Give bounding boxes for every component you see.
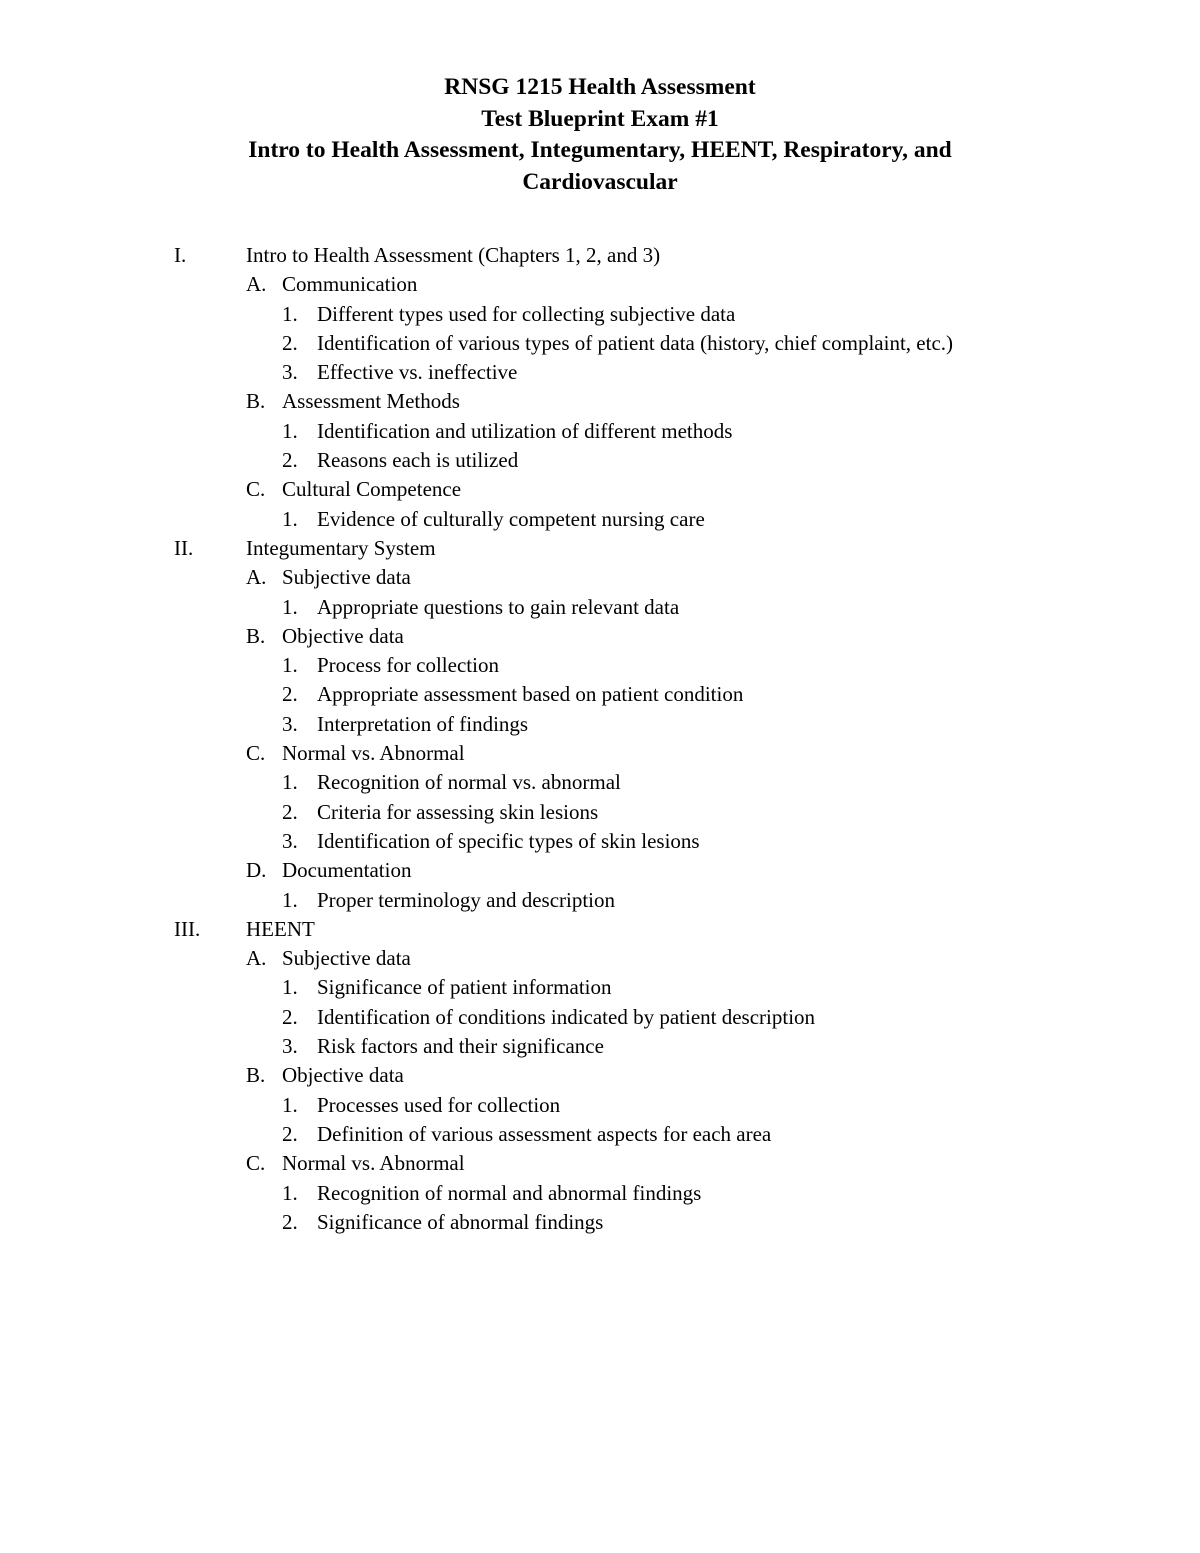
outline-item-level-3 <box>0 710 1200 739</box>
outline-text: Effective vs. ineffective <box>317 360 518 385</box>
outline-item-level-1 <box>0 534 1200 563</box>
outline-text: Appropriate assessment based on patient condition <box>317 682 744 707</box>
outline-text: Different types used for collecting subjective data <box>317 301 736 326</box>
outline-text: HEENT <box>246 916 315 941</box>
outline-text: Identification of specific types of skin lesions <box>317 828 700 853</box>
topics-title-line-2: Cardiovascular <box>522 168 678 195</box>
outline-marker: 3. <box>282 711 298 736</box>
outline-item-level-2 <box>0 387 1200 416</box>
outline-item-level-3 <box>0 329 1200 358</box>
outline-text: Documentation <box>282 858 412 883</box>
outline-item-level-3 <box>0 446 1200 475</box>
outline-item-level-3 <box>0 1208 1200 1237</box>
outline-marker: 1. <box>282 887 298 912</box>
outline-item-level-2 <box>0 475 1200 504</box>
outline-text: Reasons each is utilized <box>317 448 519 473</box>
outline-marker: 1. <box>282 506 298 531</box>
outline-text: Objective data <box>282 623 404 648</box>
outline-marker: 2. <box>282 1209 298 1234</box>
outline-item-level-3 <box>0 593 1200 622</box>
outline-marker: B. <box>246 389 266 414</box>
outline-marker: 1. <box>282 301 298 326</box>
outline-marker: D. <box>246 858 267 883</box>
outline-item-level-3 <box>0 886 1200 915</box>
outline-text: Significance of abnormal findings <box>317 1209 604 1234</box>
outline-marker: 1. <box>282 975 298 1000</box>
outline-item-level-3 <box>0 798 1200 827</box>
outline-marker: 1. <box>282 418 298 443</box>
outline-item-level-3 <box>0 1032 1200 1061</box>
outline-item-level-3 <box>0 358 1200 387</box>
outline-marker: C. <box>246 741 266 766</box>
outline-text: Interpretation of findings <box>317 711 529 736</box>
outline-marker: 1. <box>282 653 298 678</box>
outline-text: Subjective data <box>282 565 411 590</box>
outline-item-level-2 <box>0 270 1200 299</box>
outline-item-level-3 <box>0 827 1200 856</box>
outline-marker: 1. <box>282 1092 298 1117</box>
outline-marker: 1. <box>282 594 298 619</box>
outline-marker: 2. <box>282 799 298 824</box>
outline-text: Assessment Methods <box>282 389 460 414</box>
outline-marker: B. <box>246 1063 266 1088</box>
outline-text: Identification of conditions indicated by patient description <box>317 1004 816 1029</box>
outline-text: Appropriate questions to gain relevant data <box>317 594 680 619</box>
outline-marker: 2. <box>282 330 298 355</box>
outline-item-level-1 <box>0 915 1200 944</box>
outline-marker: II. <box>174 535 194 560</box>
outline-marker: A. <box>246 946 267 971</box>
topics-title-line-1: Intro to Health Assessment, Integumentary, HEENT, Respiratory, and <box>248 137 952 163</box>
outline-text: Intro to Health Assessment (Chapters 1, 2, and 3) <box>246 243 661 267</box>
outline-marker: III. <box>174 916 201 941</box>
outline-marker: 3. <box>282 360 298 385</box>
outline-text: Criteria for assessing skin lesions <box>317 799 599 824</box>
outline-marker: A. <box>246 565 267 590</box>
outline-text: Recognition of normal and abnormal findings <box>317 1180 702 1205</box>
outline-item-level-3 <box>0 300 1200 329</box>
outline-text: Identification and utilization of different methods <box>317 418 733 443</box>
outline-item-level-2 <box>0 1061 1200 1090</box>
outline-text: Proper terminology and description <box>317 887 616 912</box>
outline-text: Significance of patient information <box>317 975 612 1000</box>
outline-text: Subjective data <box>282 946 411 971</box>
outline-item-level-3 <box>0 417 1200 446</box>
outline-marker: C. <box>246 1151 266 1176</box>
outline-item-level-2 <box>0 856 1200 885</box>
outline-item-level-3 <box>0 973 1200 1002</box>
outline-marker: 2. <box>282 448 298 473</box>
outline-item-level-3 <box>0 768 1200 797</box>
outline-text: Cultural Competence <box>282 477 462 502</box>
outline-text: Integumentary System <box>246 535 436 560</box>
outline-item-level-3 <box>0 1120 1200 1149</box>
outline-marker: 3. <box>282 1034 298 1059</box>
document-header <box>0 72 1200 198</box>
outline-text: Normal vs. Abnormal <box>282 741 465 766</box>
outline-text: Definition of various assessment aspects for each area <box>317 1121 772 1146</box>
outline-item-level-3 <box>0 1179 1200 1208</box>
exam-title: Test Blueprint Exam #1 <box>481 105 719 132</box>
outline-text: Identification of various types of patient data (history, chief complaint, etc.) <box>317 330 954 355</box>
outline-item-level-3 <box>0 505 1200 534</box>
exam-outline <box>0 241 1200 1237</box>
outline-text: Process for collection <box>317 653 499 678</box>
outline-marker: C. <box>246 477 266 502</box>
outline-marker: 3. <box>282 828 298 853</box>
outline-item-level-2 <box>0 739 1200 768</box>
outline-item-level-3 <box>0 680 1200 709</box>
outline-text: Communication <box>282 272 418 297</box>
outline-marker: A. <box>246 272 267 297</box>
outline-item-level-3 <box>0 1003 1200 1032</box>
outline-text: Evidence of culturally competent nursing care <box>317 506 705 531</box>
outline-marker: 2. <box>282 1121 298 1146</box>
outline-text: Normal vs. Abnormal <box>282 1151 465 1176</box>
outline-marker: 2. <box>282 1004 298 1029</box>
outline-marker: 2. <box>282 682 298 707</box>
outline-text: Risk factors and their significance <box>317 1034 604 1059</box>
outline-text: Processes used for collection <box>317 1092 561 1117</box>
outline-item-level-2 <box>0 622 1200 651</box>
outline-item-level-2 <box>0 563 1200 592</box>
course-title: RNSG 1215 Health Assessment <box>444 74 756 100</box>
outline-text: Recognition of normal vs. abnormal <box>317 770 621 795</box>
outline-marker: 1. <box>282 770 298 795</box>
outline-item-level-2 <box>0 944 1200 973</box>
outline-item-level-3 <box>0 1091 1200 1120</box>
outline-item-level-3 <box>0 651 1200 680</box>
outline-marker: B. <box>246 623 266 648</box>
outline-text: Objective data <box>282 1063 404 1088</box>
outline-item-level-2 <box>0 1149 1200 1178</box>
outline-item-level-1 <box>0 241 1200 270</box>
outline-marker: I. <box>174 243 187 267</box>
outline-marker: 1. <box>282 1180 298 1205</box>
